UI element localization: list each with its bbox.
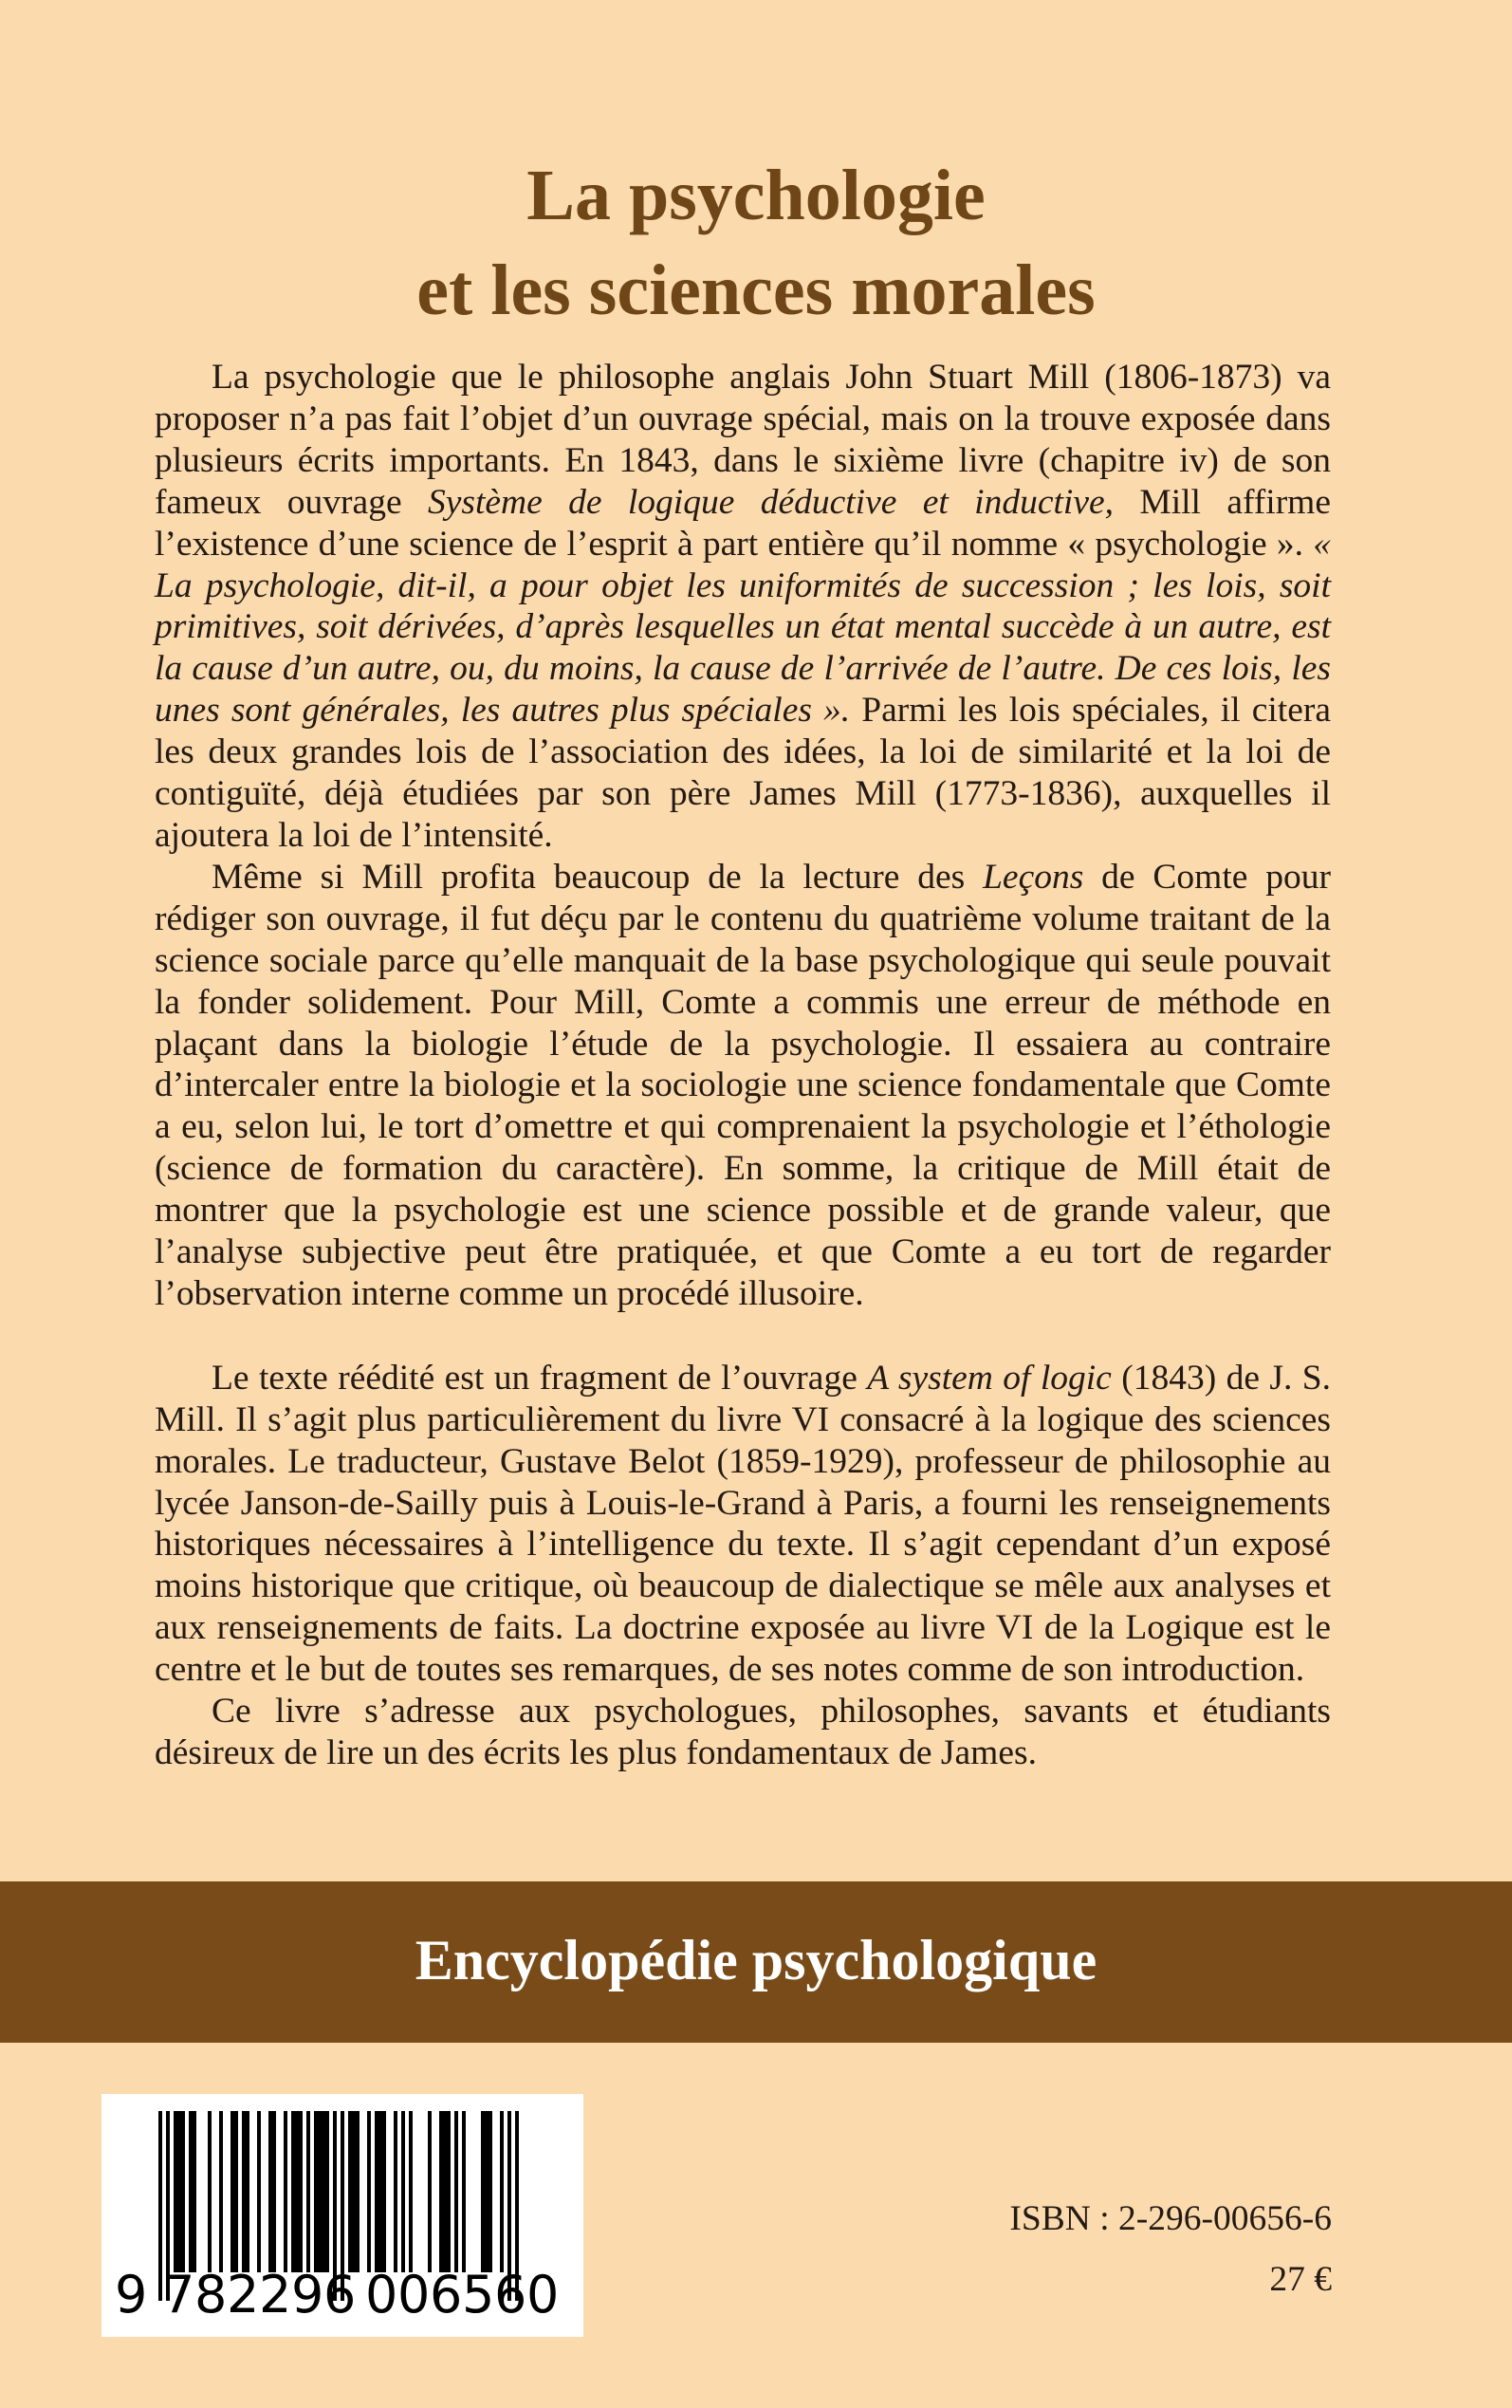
book-title-line-2: et les sciences morales — [416, 250, 1096, 330]
barcode-digit: 6 — [494, 2265, 527, 2325]
price-label: 27 € — [1269, 2260, 1332, 2299]
barcode-digit: 8 — [194, 2265, 228, 2325]
paragraph — [155, 357, 1331, 857]
barcode-bar — [189, 2111, 193, 2272]
barcode-bar — [409, 2111, 413, 2272]
barcode-bar — [322, 2111, 325, 2272]
italic-title: Leçons — [983, 857, 1084, 897]
barcode-bar — [447, 2111, 451, 2272]
barcode-bar — [367, 2111, 371, 2272]
paragraph — [155, 857, 1331, 1315]
barcode-bar — [428, 2111, 432, 2272]
barcode-digit: 6 — [430, 2265, 463, 2325]
barcode-bar — [174, 2111, 177, 2272]
italic-quote: « La psychologie, dit-il, a pour objet les uniformités de succession ; les lois, soit primitives, soit dérivées, d’après lesquelles un état mental succède à un autre, est la cause d’un autre, ou, du moins, la cause de l’arrivée de l’autre. De ces lois, les unes sont générales, les autres plus spéciales ». — [155, 524, 1331, 731]
barcode-bar — [401, 2111, 405, 2272]
barcode-bar — [230, 2111, 234, 2272]
barcode-bar — [489, 2111, 492, 2272]
barcode-bar — [268, 2111, 272, 2272]
barcode-bar — [462, 2111, 466, 2272]
text-run: (1843) de J. S. Mill. Il s’agit plus particulièrement du livre VI consacré à la logique des sciences morales. Le traducteur, Gustave Belot (1859-1929), professeur de philosophie au lycée Janson-de-Sailly puis à Louis-le-Grand à Paris, a fourni les renseignements historiques nécessaires à l’intelligence du texte. Il s’agit cependant d’un exposé moins historique que critique, où beaucoup de dialectique se mêle aux analyses et aux renseignements de faits. La doctrine exposée au livre VI de la Logique est le centre et le but de toutes ses remarques, de ses notes comme de son introduction. — [155, 1358, 1331, 1690]
barcode-digit: 2 — [259, 2265, 292, 2325]
barcode-bar — [234, 2111, 238, 2272]
barcode-bar — [306, 2111, 310, 2272]
barcode-bar — [325, 2111, 329, 2272]
barcode-bar — [378, 2111, 382, 2272]
barcode-bar — [348, 2111, 352, 2272]
paragraph — [155, 1358, 1331, 1691]
barcode-digit: 7 — [162, 2265, 195, 2325]
barcode-bar — [443, 2111, 447, 2272]
barcode-bar — [272, 2111, 276, 2272]
barcode-bar — [394, 2111, 397, 2272]
barcode-bar — [181, 2111, 185, 2272]
barcode-digit: 9 — [115, 2265, 148, 2325]
italic-title: A system of logic — [867, 1358, 1112, 1398]
barcode-bar — [375, 2111, 378, 2272]
barcode-bar — [242, 2111, 246, 2272]
text-run: Le texte réédité est un fragment de l’ouvrage — [212, 1358, 868, 1398]
barcode-digit: 5 — [462, 2265, 495, 2325]
barcode-bar — [177, 2111, 181, 2272]
book-title-line-1: La psychologie — [526, 155, 986, 235]
barcode-bar — [500, 2111, 504, 2272]
barcode-bar — [219, 2111, 223, 2272]
barcode-bar — [454, 2111, 458, 2272]
text-run: Mill affirme l’existence d’une science de l’esprit à part entière qu’il nomme « psychologie ». — [155, 482, 1331, 564]
barcode-bar — [318, 2111, 322, 2272]
barcode-bar — [439, 2111, 443, 2272]
barcode-bar — [295, 2111, 299, 2272]
barcode-bar — [299, 2111, 303, 2272]
text-run: La psychologie que le philosophe anglais John Stuart Mill (1806-1873) va proposer n’a pas fait l’objet d’un ouvrage spécial, mais on la trouve exposée dans plusieurs écrits importants. En 1843, dans le sixième livre (chapitre iv) de son fameux ouvrage — [155, 358, 1331, 522]
barcode-bar — [356, 2111, 360, 2272]
barcode-bar — [257, 2111, 261, 2272]
barcode-bar — [485, 2111, 489, 2272]
barcode-digit: 9 — [291, 2265, 324, 2325]
barcode-bar — [382, 2111, 386, 2272]
isbn-label: ISBN : 2-296-00656-6 — [1009, 2199, 1332, 2238]
text-run: Même si Mill profita beaucoup de la lecture des — [212, 857, 984, 897]
barcode-digits — [101, 2265, 583, 2331]
back-cover-text — [155, 357, 1331, 1774]
text-run: de Comte pour rédiger son ouvrage, il fut déçu par le contenu du quatrième volume traitant de la science sociale parce qu’elle manquait de la base psychologique qui seule pouvait la fonder solidement. Pour Mill, Comte a commis une erreur de méthode en plaçant dans la biologie l’étude de la psychologie. Il essaiera au contraire d’intercaler entre la biologie et la sociologie une science fondamentale que Comte a eu, selon lui, le tort d’omettre et qui comprenaient la psychologie et l’éthologie (science de formation du caractère). En somme, la critique de Mill était de montrer que la psychologie est une science possible et de grande valeur, que l’analyse subjective peut être pratiquée, et que Comte a eu tort de regarder l’observation interne comme un procédé illusoire. — [155, 857, 1331, 1313]
text-run: Ce livre s’adresse aux psychologues, philosophes, savants et étudiants désireux de lire un des écrits les plus fondamentaux de James. — [155, 1692, 1331, 1772]
barcode-bar — [314, 2111, 318, 2272]
barcode-digit: 0 — [526, 2265, 560, 2325]
barcode-bar — [352, 2111, 356, 2272]
barcode — [101, 2094, 583, 2337]
barcode-digit: 2 — [227, 2265, 260, 2325]
barcode-bar — [208, 2111, 212, 2272]
paragraph — [155, 1691, 1331, 1774]
barcode-bar — [246, 2111, 249, 2272]
text-run: Parmi les lois spéciales, il citera les deux grandes lois de l’association des idées, la loi de similarité et la loi de contiguïté, déjà étudiées par son père James Mill (1773-1836), auxquelles il ajoutera la loi de l’intensité. — [155, 691, 1331, 855]
barcode-digit: 0 — [397, 2265, 431, 2325]
barcode-digit: 6 — [323, 2265, 357, 2325]
barcode-bar — [481, 2111, 485, 2272]
book-title — [0, 148, 1512, 338]
barcode-bar — [193, 2111, 196, 2272]
barcode-bar — [284, 2111, 287, 2272]
italic-title: Système de logique déductive et inductive, — [427, 482, 1114, 522]
barcode-digit: 0 — [365, 2265, 398, 2325]
series-title: Encyclopédie psychologique — [415, 1929, 1097, 1991]
barcode-bar — [291, 2111, 295, 2272]
